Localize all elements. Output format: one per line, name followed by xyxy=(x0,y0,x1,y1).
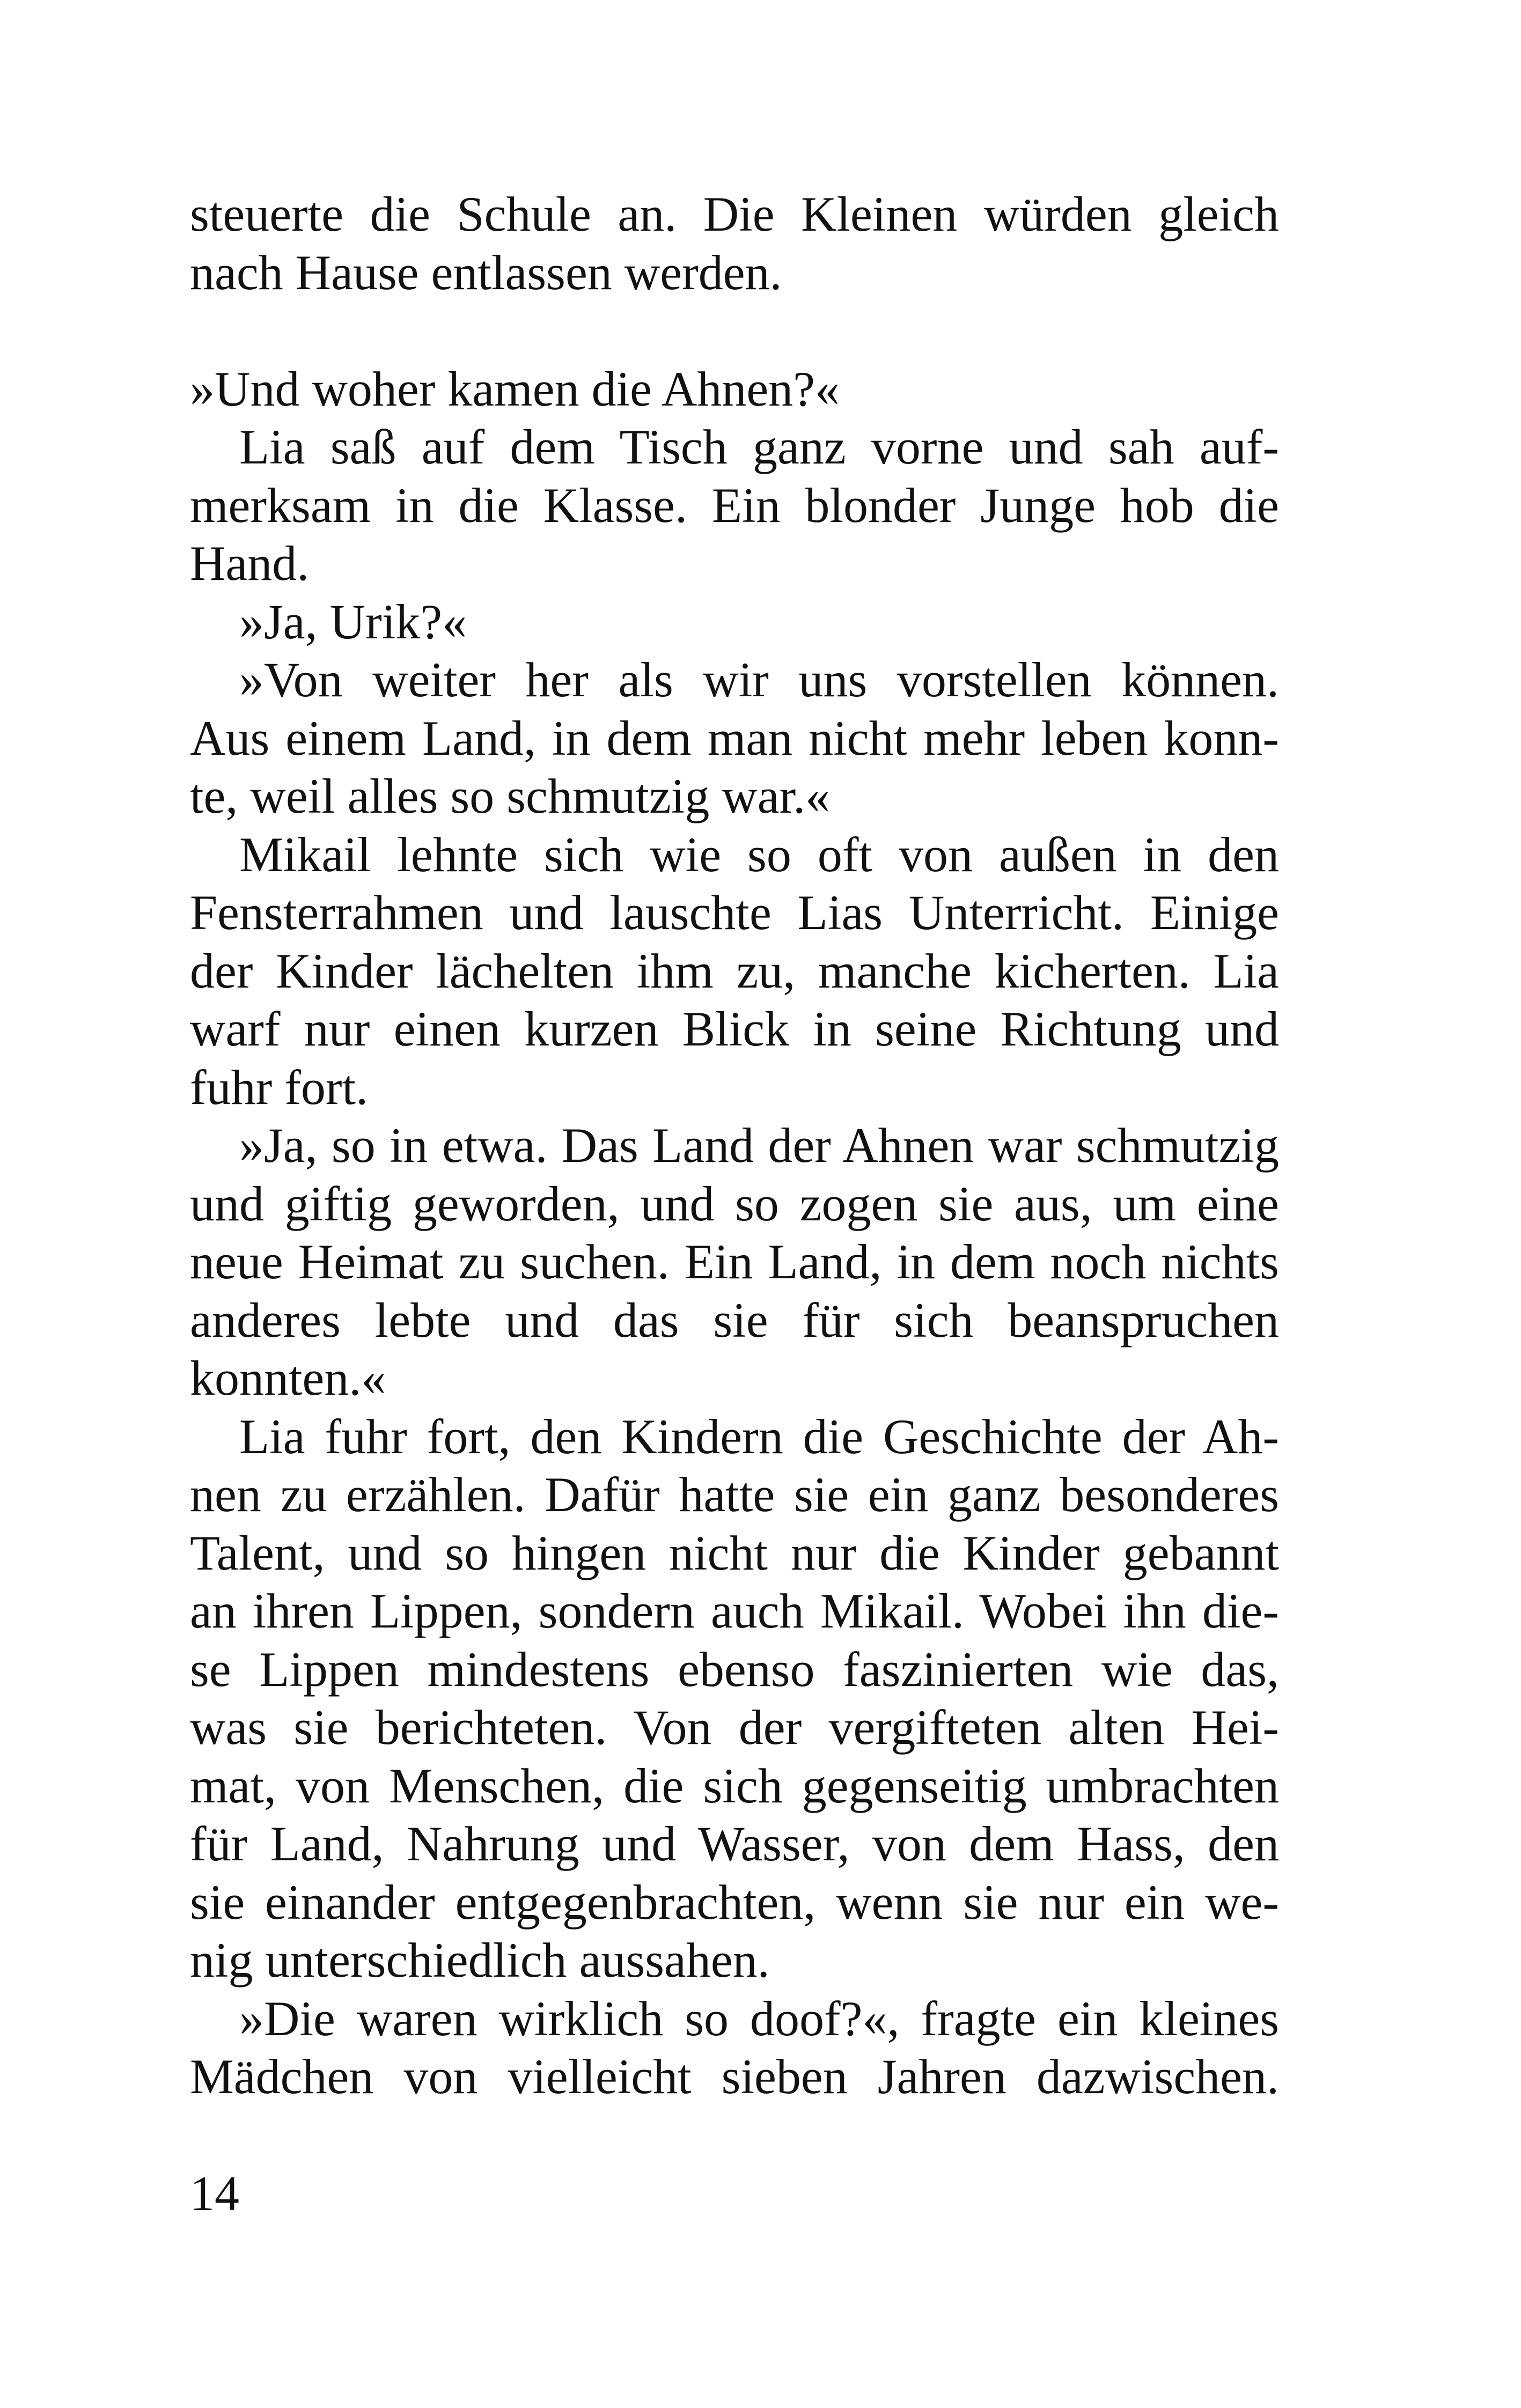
paragraph-continuation xyxy=(190,185,1279,301)
dialogue-section xyxy=(190,360,1279,2106)
text-line: nig unterschiedlich aussahen. xyxy=(190,1933,770,1987)
text-line: Lia fuhr fort, den Kindern die Geschichte der Ah- xyxy=(239,1409,1279,1464)
text-line: »Von weiter her als wir uns vorstellen können. xyxy=(239,652,1279,707)
text-line: Lia saß auf dem Tisch ganz vorne und sah auf- xyxy=(239,419,1279,474)
text-line: anderes lebte und das sie für sich beanspruchen xyxy=(190,1292,1279,1347)
text-line: te, weil alles so schmutzig war.« xyxy=(190,769,831,823)
text-line: merksam in die Klasse. Ein blonder Junge hob die xyxy=(190,477,1279,533)
text-line: Talent, und so hingen nicht nur die Kinder gebannt xyxy=(190,1525,1279,1580)
text-line: fuhr fort. xyxy=(190,1059,369,1115)
text-line: Mädchen von vielleicht sieben Jahren dazwischen. xyxy=(190,2049,1279,2104)
text-line: mat, von Menschen, die sich gegenseitig umbrachten xyxy=(190,1758,1279,1813)
text-line: »Ja, Urik?« xyxy=(239,594,467,649)
text-line: Fensterrahmen und lauschte Lias Unterricht. Einige xyxy=(190,885,1279,940)
body-text xyxy=(190,185,1279,2106)
text-line: warf nur einen kurzen Blick in seine Richtung und xyxy=(190,1002,1279,1056)
text-line: »Und woher kamen die Ahnen?« xyxy=(190,361,840,416)
text-line: sie einander entgegenbrachten, wenn sie nur ein we- xyxy=(190,1874,1279,1930)
text-line: nach Hause entlassen werden. xyxy=(190,245,782,300)
text-line: Mikail lehnte sich wie so oft von außen in den xyxy=(239,827,1279,882)
text-line: was sie berichteten. Von der vergifteten alten Hei- xyxy=(190,1700,1279,1755)
text-line: steuerte die Schule an. Die Kleinen würden gleich xyxy=(190,187,1279,241)
text-line: der Kinder lächelten ihm zu, manche kicherten. Lia xyxy=(190,943,1279,998)
text-line: an ihren Lippen, sondern auch Mikail. Wobei ihn die- xyxy=(190,1584,1279,1638)
text-line: Aus einem Land, in dem man nicht mehr leben konn- xyxy=(190,710,1279,765)
text-line: Hand. xyxy=(190,536,310,591)
text-line: und giftig geworden, und so zogen sie aus, um eine xyxy=(190,1176,1279,1231)
page-number: 14 xyxy=(190,2166,239,2221)
text-line: neue Heimat zu suchen. Ein Land, in dem noch nichts xyxy=(190,1234,1279,1289)
text-line: konnten.« xyxy=(190,1351,386,1405)
text-line: »Ja, so in etwa. Das Land der Ahnen war schmutzig xyxy=(239,1118,1279,1173)
text-line: für Land, Nahrung und Wasser, von dem Hass, den xyxy=(190,1816,1279,1871)
text-line: »Die waren wirklich so doof?«, fragte ein kleines xyxy=(239,1991,1279,2046)
section-gap xyxy=(190,301,1279,360)
text-line: se Lippen mindestens ebenso faszinierten wie das, xyxy=(190,1641,1279,1697)
text-line: nen zu erzählen. Dafür hatte sie ein ganz besonderes xyxy=(190,1467,1279,1522)
